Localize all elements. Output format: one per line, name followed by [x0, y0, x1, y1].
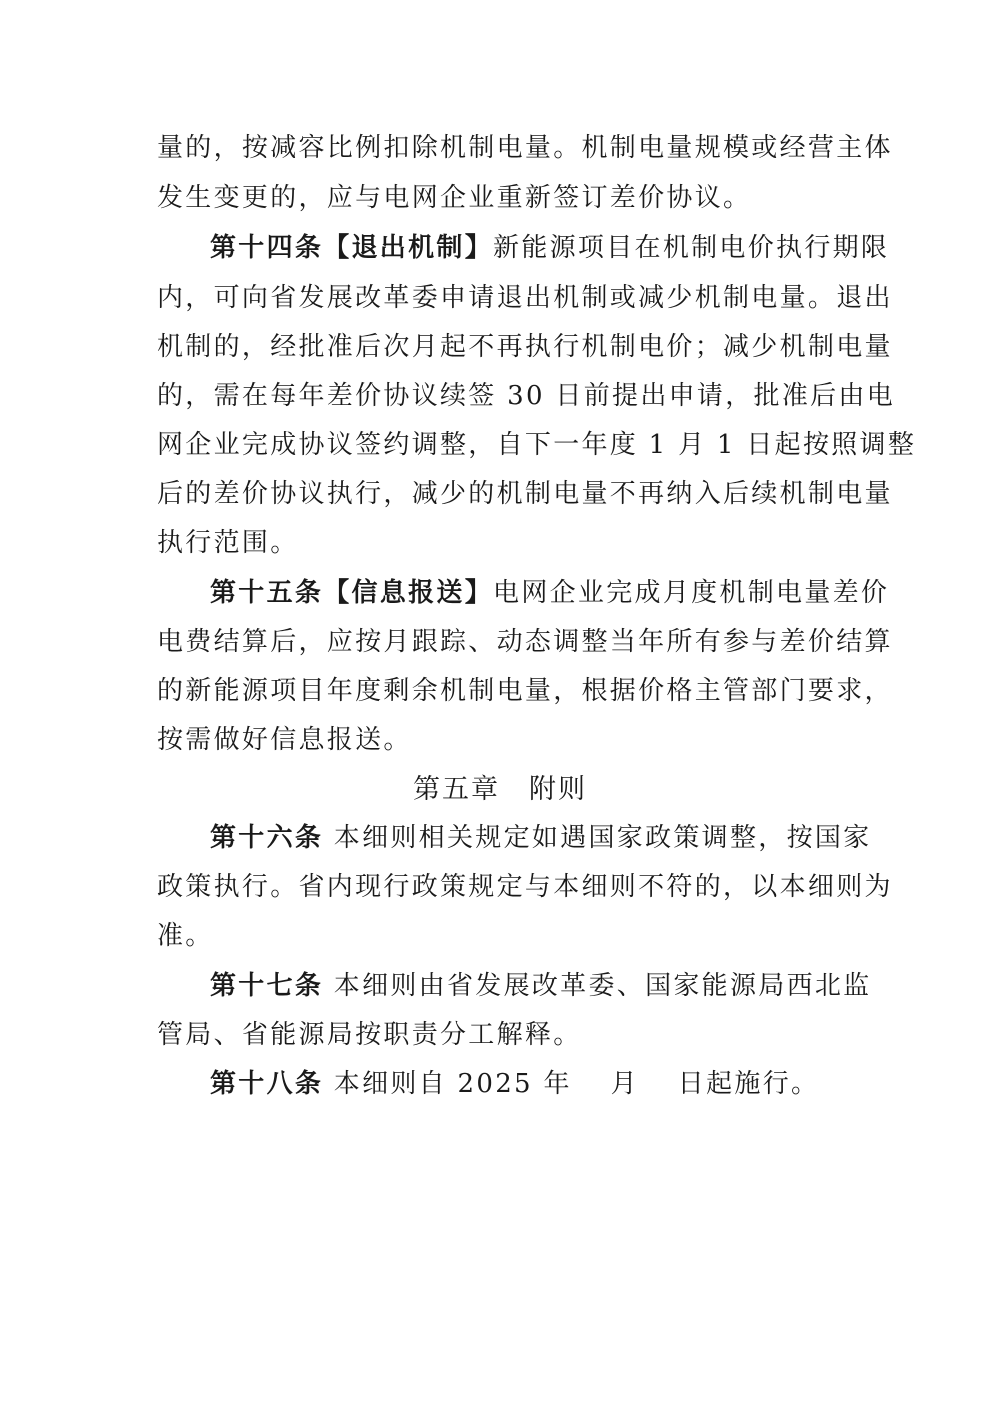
article-18-first-line — [210, 1067, 857, 1101]
text-line: 按需做好信息报送。 — [157, 725, 412, 755]
article-16-text: 本细则相关规定如遇国家政策调整，按国家 — [323, 823, 872, 853]
article-17-text: 本细则由省发展改革委、国家能源局西北监 — [323, 971, 872, 1001]
article-18-text: 本细则自 2025 年 月 日起施行。 — [323, 1069, 820, 1099]
article-14-heading: 第十四条【退出机制】 — [210, 233, 494, 263]
article-14-text: 新能源项目在机制电价执行期限 — [493, 233, 890, 263]
text-line: 管局、省能源局按职责分工解释。 — [157, 1020, 582, 1050]
article-17-heading: 第十七条 — [210, 971, 324, 1001]
text-line: 发生变更的，应与电网企业重新签订差价协议。 — [157, 183, 752, 213]
text-line: 政策执行。省内现行政策规定与本细则不符的，以本细则为 — [157, 872, 893, 902]
text-line: 内，可向省发展改革委申请退出机制或减少机制电量。退出 — [157, 283, 893, 313]
text-line: 后的差价协议执行，减少的机制电量不再纳入后续机制电量 — [157, 479, 893, 509]
text-line: 量的，按减容比例扣除机制电量。机制电量规模或经营主体 — [157, 133, 893, 163]
text-line: 机制的，经批准后次月起不再执行机制电价；减少机制电量 — [157, 332, 893, 362]
text-line: 执行范围。 — [157, 528, 299, 558]
text-line: 的，需在每年差价协议续签 30 日前提出申请，批准后由电 — [157, 381, 896, 411]
article-16-first-line — [210, 821, 872, 855]
text-line: 电费结算后，应按月跟踪、动态调整当年所有参与差价结算 — [157, 627, 893, 657]
article-15-text: 电网企业完成月度机制电量差价 — [493, 578, 890, 608]
chapter-heading: 第五章 附则 — [413, 774, 587, 805]
text-line: 网企业完成协议签约调整，自下一年度 1 月 1 日起按照调整 — [157, 430, 917, 460]
article-18-heading: 第十八条 — [210, 1069, 324, 1099]
text-line: 的新能源项目年度剩余机制电量，根据价格主管部门要求， — [157, 676, 893, 706]
article-17-first-line — [210, 969, 872, 1003]
text-line: 准。 — [157, 921, 214, 951]
article-15-heading: 第十五条【信息报送】 — [210, 578, 494, 608]
article-16-heading: 第十六条 — [210, 823, 324, 853]
article-15-first-line — [210, 576, 890, 610]
article-14-first-line — [210, 231, 890, 265]
